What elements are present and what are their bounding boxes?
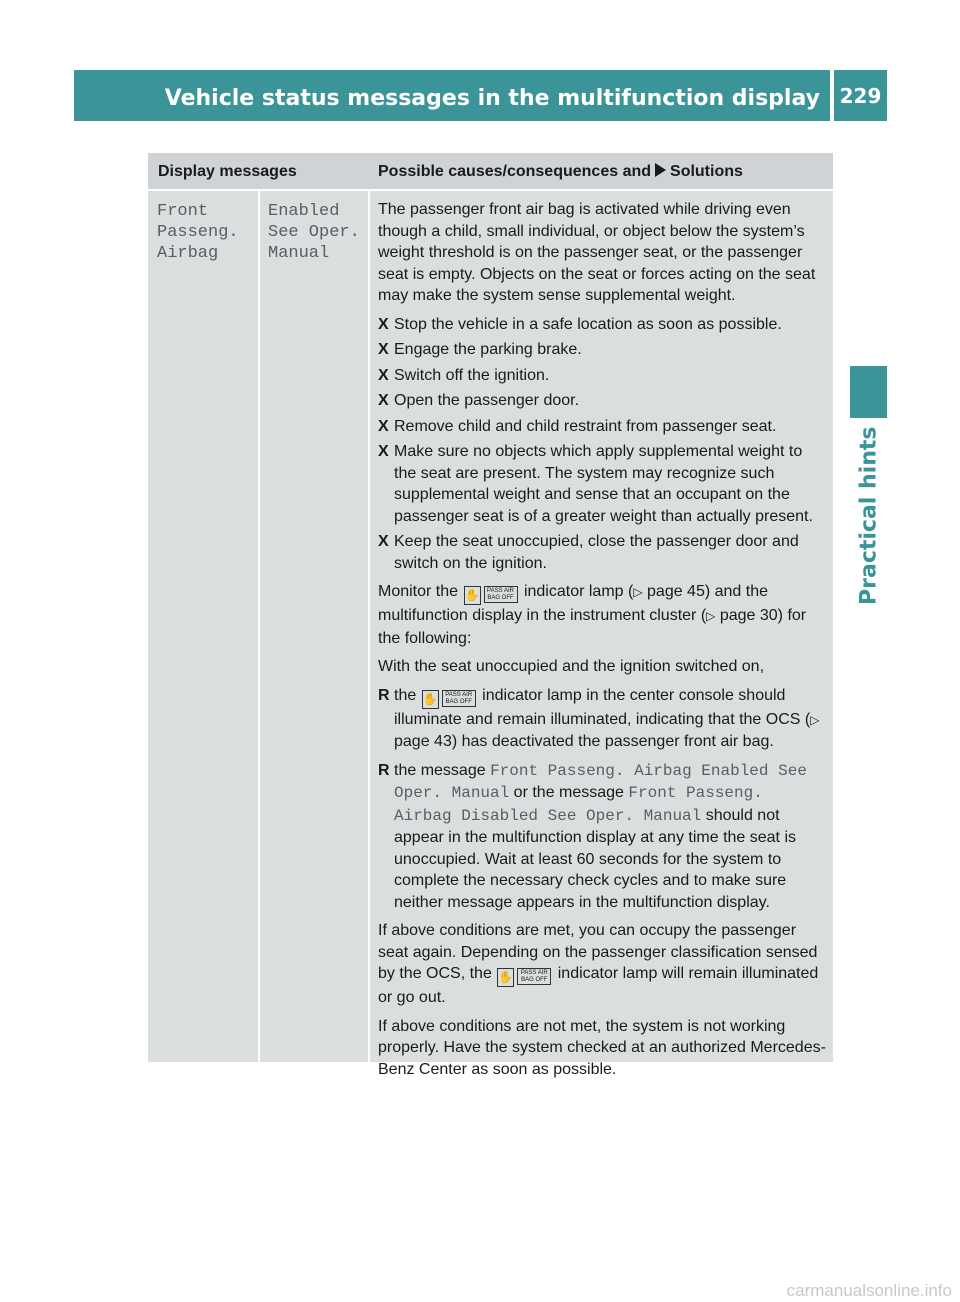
side-tab-marker <box>850 366 887 418</box>
step-item: X Engage the parking brake. <box>378 339 828 361</box>
bullet-item: R the ✋ PASS AIR BAG OFF indicator lamp in the center console should illuminate and remain illuminated, indicating that the OCS (▷ page 43) has deactivated the passenger front air bag. <box>378 686 820 750</box>
step-item: X Remove child and child restraint from passenger seat. <box>378 416 828 438</box>
step-marker-icon: X <box>378 392 389 409</box>
step-item: X Switch off the ignition. <box>378 365 828 387</box>
table-cell-solutions <box>370 191 833 1078</box>
pass-airbag-off-icon: PASS AIR BAG OFF <box>484 586 518 603</box>
step-marker-icon: X <box>378 533 389 550</box>
page-ref-icon: ▷ <box>706 609 716 623</box>
step-marker-icon: X <box>378 366 389 384</box>
pass-airbag-off-icon: PASS AIR BAG OFF <box>517 968 551 985</box>
solutions-content <box>378 199 828 1087</box>
arrow-right-icon <box>655 163 666 177</box>
messages-table <box>148 153 833 1078</box>
page-ref-icon: ▷ <box>810 712 820 727</box>
table-header <box>148 153 833 189</box>
footer-watermark: carmanualsonline.info <box>786 1281 952 1300</box>
table-cell-message-part1 <box>148 191 258 1062</box>
bullet-marker-icon: R <box>378 761 390 779</box>
page-number: 229 <box>834 70 887 121</box>
monitor-paragraph: Monitor the ✋ PASS AIR BAG OFF indicator lamp (▷ page 45) and the multifunction display in the instrument cluster (▷ page 30) for the following: <box>378 583 807 647</box>
col-header-display-messages: Display messages <box>158 163 297 180</box>
display-message-text: Front Passeng. Airbag <box>157 202 239 263</box>
step-marker-icon: X <box>378 315 389 333</box>
display-message-text: Enabled See Oper. Manual <box>268 202 360 263</box>
pass-airbag-off-icon: PASS AIR BAG OFF <box>442 690 476 707</box>
conditions-not-met-paragraph: If above conditions are not met, the system is not working properly. Have the system checked at an authorized Mercedes-Benz Center as soon as possible. <box>378 1017 826 1078</box>
conditions-met-paragraph: If above conditions are met, you can occupy the passenger seat again. Depending on the passenger classification sensed by the OCS, the ✋ PASS AIR BAG OFF indicator lamp will remain illuminated or go out. <box>378 922 819 1006</box>
table-cell-message-part2 <box>260 191 368 1062</box>
page-title: Vehicle status messages in the multifunction display <box>164 86 820 111</box>
bullet-item: R the message Front Passeng. Airbag Enabled See Oper. Manual or the message Front Passeng. Airbag Disabled See Oper. Manual should not appear in the multifunction display at any time the seat is unoccupied. Wait at least 60 seconds for the system to complete the necessary check cycles and to make sure neither message appears in the multifunction display. <box>378 761 807 911</box>
display-message-code: Front Passeng. Airbag Enabled See Oper. Manual <box>394 761 807 802</box>
intro-paragraph: The passenger front air bag is activated while driving even though a child, small individual, or object below the system’s weight threshold is on the passenger seat, or the passenger seat is empty. Objects on the seat or forces acting on the seat may make the system sense supplemental weight. <box>378 201 816 304</box>
step-marker-icon: X <box>378 443 389 460</box>
with-seat-paragraph: With the seat unoccupied and the ignition switched on, <box>378 658 765 675</box>
passenger-seat-icon: ✋ <box>464 586 481 605</box>
step-item: X Make sure no objects which apply supplemental weight to the seat are present. The system may recognize such supplemental weight and sense that an occupant on the passenger seat is of a greater weight than actually present. <box>378 443 813 525</box>
step-item: X Open the passenger door. <box>378 390 828 412</box>
step-marker-icon: X <box>378 341 389 358</box>
passenger-seat-icon: ✋ <box>422 690 439 709</box>
side-tab-label: Practical hints <box>856 426 882 606</box>
step-item: X Keep the seat unoccupied, close the passenger door and switch on the ignition. <box>378 533 799 572</box>
col-header-solutions: Possible causes/consequences and Solutions <box>378 163 743 180</box>
passenger-seat-icon: ✋ <box>497 968 514 987</box>
display-message-code: Front Passeng. Airbag Disabled See Oper. Manual <box>394 784 763 825</box>
step-item: X Stop the vehicle in a safe location as soon as possible. <box>378 314 828 336</box>
page-header <box>74 70 830 121</box>
page-ref-icon: ▷ <box>633 585 643 599</box>
step-marker-icon: X <box>378 417 389 435</box>
bullet-marker-icon: R <box>378 686 390 704</box>
